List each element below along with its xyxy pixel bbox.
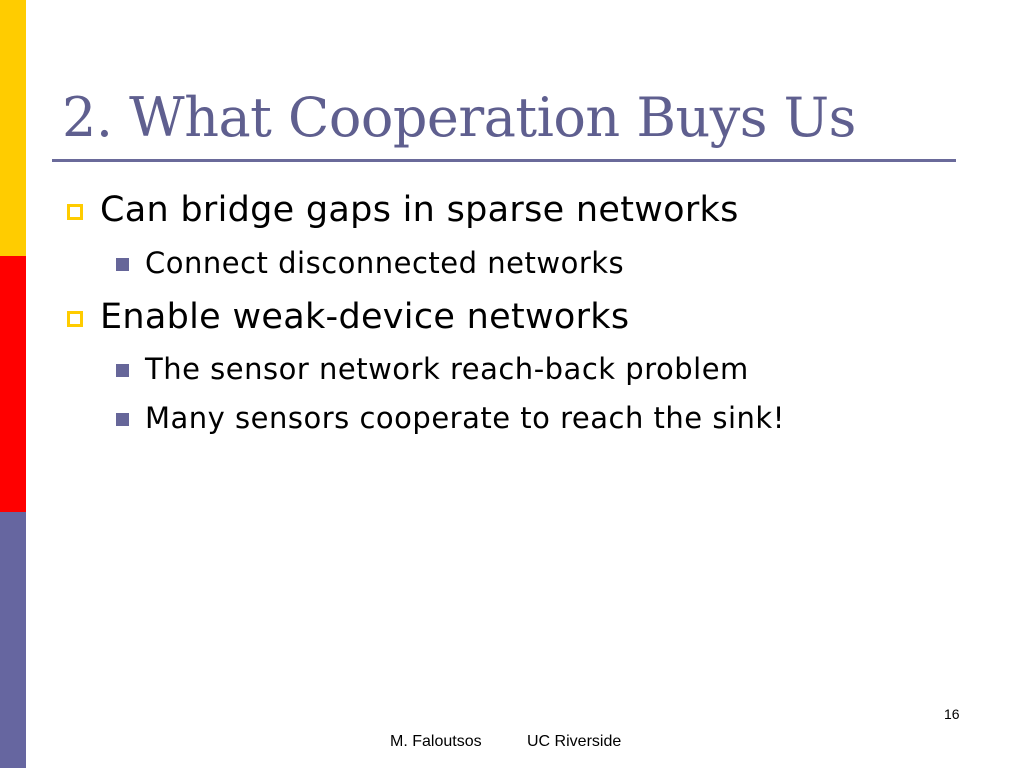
page-number: 16 bbox=[944, 706, 960, 722]
bullet-item-level-1: Enable weak-device networks bbox=[100, 297, 630, 337]
slide-title: 2. What Cooperation Buys Us bbox=[62, 86, 856, 149]
bullet-item-level-2: Connect disconnected networks bbox=[145, 246, 625, 280]
hollow-square-bullet-icon bbox=[67, 311, 83, 327]
bullet-item-level-1: Can bridge gaps in sparse networks bbox=[100, 190, 739, 230]
square-bullet-icon bbox=[116, 413, 129, 426]
square-bullet-icon bbox=[116, 258, 129, 271]
bullet-item-level-2: Many sensors cooperate to reach the sink! bbox=[145, 401, 785, 435]
square-bullet-icon bbox=[116, 364, 129, 377]
footer-organization: UC Riverside bbox=[527, 733, 622, 750]
bullet-item-level-2: The sensor network reach-back problem bbox=[145, 352, 749, 386]
hollow-square-bullet-icon bbox=[67, 204, 83, 220]
footer-author: M. Faloutsos bbox=[390, 733, 482, 750]
